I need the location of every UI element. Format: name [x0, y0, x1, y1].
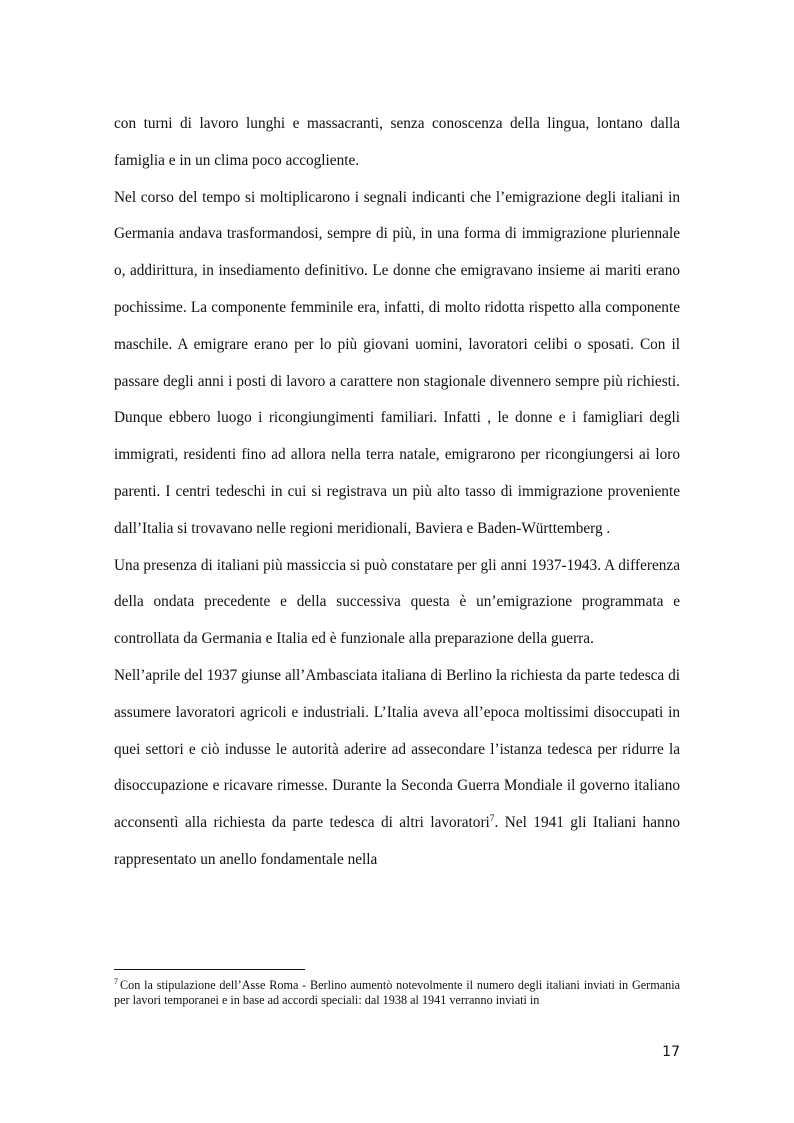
footnote-separator	[114, 969, 305, 970]
page-number: 17	[662, 1044, 680, 1060]
footnote	[114, 978, 680, 1008]
footnote-text: Con la stipulazione dell’Asse Roma - Berlino aumentò notevolmente il numero degli italiani inviati in Germania per lavori temporanei e in base ad accordi speciali: dal 1938 al 1941 verranno inviati in	[114, 978, 680, 1008]
body-text	[114, 106, 680, 879]
paragraph-1: con turni di lavoro lunghi e massacranti, senza conoscenza della lingua, lontano dalla famiglia e in un clima poco accogliente.	[114, 115, 680, 169]
paragraph-2: Nel corso del tempo si moltiplicarono i segnali indicanti che l’emigrazione degli italiani in Germania andava trasformandosi, sempre di più, in una forma di immigrazione pluriennale o, addirittura, in insediamento definitivo. Le donne che emigravano insieme ai mariti erano pochissime. La componente femminile era, infatti, di molto ridotta rispetto alla componente maschile. A emigrare erano per lo più giovani uomini, lavoratori celibi o sposati. Con il passare degli anni i posti di lavoro a carattere non stagionale divennero sempre più richiesti. Dunque ebbero luogo i ricongiungimenti familiari. Infatti , le donne e i famigliari degli immigrati, residenti fino ad allora nella terra natale, emigrarono per ricongiungersi ai loro parenti. I centri tedeschi in cui si registrava un più alto tasso di immigrazione proveniente dall’Italia si trovavano nelle regioni meridionali, Baviera e Baden-Württemberg .	[114, 188, 680, 537]
paragraph-4	[114, 658, 680, 879]
paragraph-4-text-start: Nell’aprile del 1937 giunse all’Ambasciata italiana di Berlino la richiesta da parte tedesca di assumere lavoratori agricoli e industriali. L’Italia aveva all’epoca moltissimi disoccupati in quei settori e ciò indusse le autorità aderire ad assecondare l’istanza tedesca per ridurre la disoccupazione e ricavare rimesse. Durante la Seconda Guerra Mondiale il governo italiano acconsentì alla richiesta da parte tedesca di altri lavoratori	[114, 666, 680, 832]
paragraph-4-text-end: . Nel 1941 gli Italiani hanno rappresentato un anello fondamentale nella	[114, 814, 680, 868]
paragraph-3: Una presenza di italiani più massiccia si può constatare per gli anni 1937-1943. A differenza della ondata precedente e della successiva questa è un’emigrazione programmata e controllata da Germania e Italia ed è funzionale alla preparazione della guerra.	[114, 556, 680, 648]
footnote-reference: 7	[489, 814, 495, 825]
footnote-mark: 7	[114, 976, 118, 986]
